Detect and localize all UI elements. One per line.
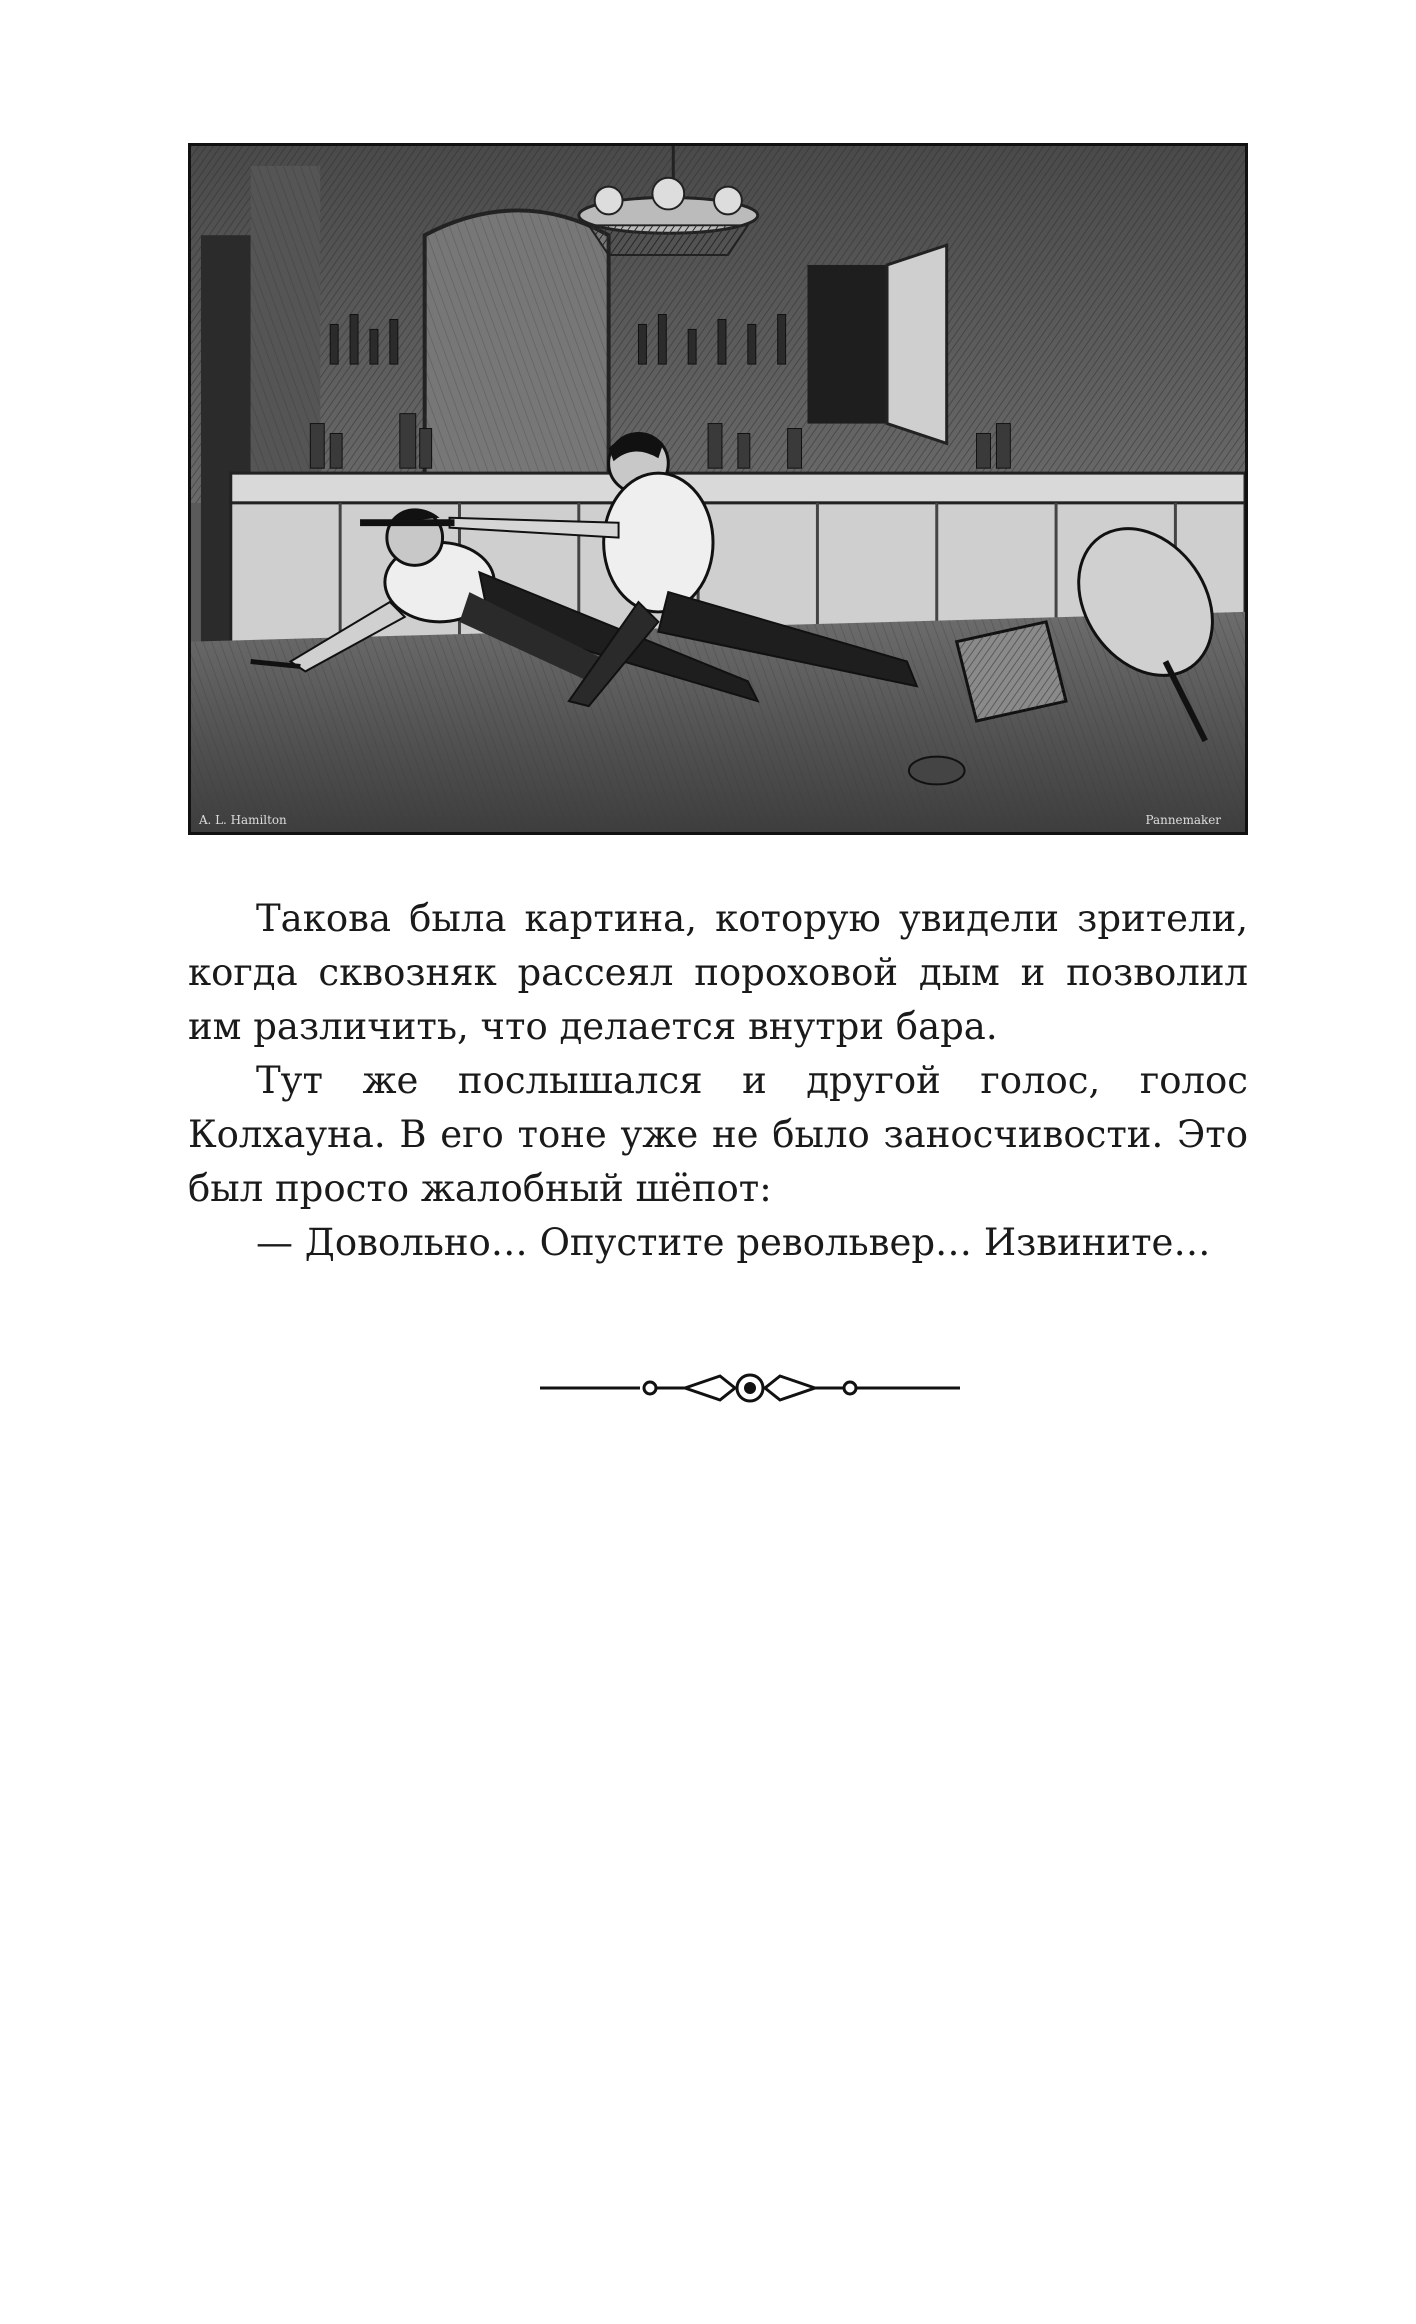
- paragraph-1: Такова была картина, которую увидели зрители, когда сквозняк рассеял пороховой дым и позволил им различить, что делается внутри бара.: [188, 897, 1248, 1048]
- signature-right: Pannemaker: [1145, 813, 1221, 828]
- engraving-image: [191, 146, 1245, 832]
- bar-scene-illustration: [188, 143, 1248, 835]
- signature-left: A. L. Hamilton: [198, 813, 287, 828]
- paragraph-3: — Довольно… Опустите револьвер… Извините…: [256, 1221, 1211, 1264]
- paragraph-2: Тут же послышался и другой голос, голос Колхауна. В его тоне уже не было заносчивости. Это был просто жалобный шёпот:: [188, 1059, 1248, 1210]
- body-text: [188, 892, 1248, 1270]
- section-divider-ornament: [540, 1368, 960, 1408]
